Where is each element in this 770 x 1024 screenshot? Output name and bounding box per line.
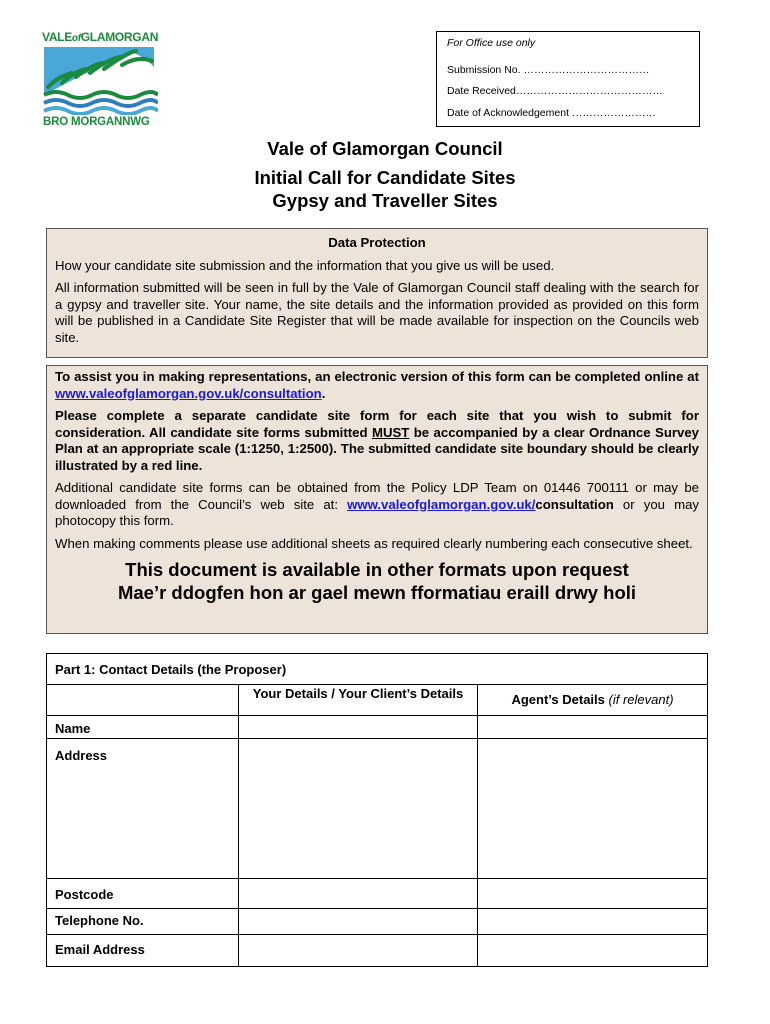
agent-address-field[interactable]	[478, 739, 707, 878]
logo-emblem-icon	[42, 45, 158, 115]
page-title: Vale of Glamorgan Council	[267, 138, 503, 159]
your-telephone-field[interactable]	[239, 909, 477, 934]
row-label-email: Email Address	[55, 942, 145, 957]
logo-bottom-text: BRO MORGANNWG	[43, 116, 150, 128]
your-name-field[interactable]	[239, 716, 477, 738]
agent-name-field[interactable]	[478, 716, 707, 738]
your-postcode-field[interactable]	[239, 879, 477, 908]
agent-telephone-field[interactable]	[478, 909, 707, 934]
agent-email-field[interactable]	[478, 935, 707, 966]
consultation-link[interactable]: www.valeofglamorgan.gov.uk/consultation	[55, 385, 322, 401]
page-subtitle-2: Gypsy and Traveller Sites	[272, 190, 498, 211]
assist-para-3: Additional candidate site forms can be obtained from the Policy LDP Team on 01446 700111 or may be downloaded from the Council’s web site at: www.valeofglamorgan.gov.uk/consultation or you may photocopy this form.	[55, 480, 699, 528]
data-protection-para-1: How your candidate site submission and the information that you give us will be used.	[55, 257, 555, 273]
page-subtitle-1: Initial Call for Candidate Sites	[254, 167, 516, 188]
date-received: Date Received……………………………………	[447, 85, 663, 97]
data-protection-para-2: All information submitted will be seen in full by the Vale of Glamorgan Council staff dealing with the search for a gypsy and traveller site. Your name, the site details and the information provided as provided on this form will be published in a Candidate Site Register that will be made available for inspection on the Councils web site.	[55, 280, 699, 345]
formats-notice-english: This document is available in other formats upon request	[125, 559, 629, 580]
website-link[interactable]: www.valeofglamorgan.gov.uk/	[347, 496, 536, 512]
data-protection-box	[46, 228, 708, 358]
assist-para-1: To assist you in making representations, an electronic version of this form can be completed online at www.valeofglamorgan.gov.uk/consultation.	[55, 369, 699, 401]
office-use-box	[436, 31, 700, 127]
data-protection-heading: Data Protection	[328, 235, 426, 250]
assist-para-2: Please complete a separate candidate site form for each site that you wish to submit for consideration. All candidate site forms submitted MUST be accompanied by a clear Ordnance Survey Plan at an appropriate scale (1:1250, 1:2500). The submitted candidate site boundary should be clearly illustrated by a red line.	[55, 408, 700, 473]
date-of-acknowledgement: Date of Acknowledgement ……………………	[447, 107, 656, 119]
your-address-field[interactable]	[239, 739, 477, 878]
row-label-address: Address	[55, 748, 108, 763]
formats-notice-welsh: Mae’r ddogfen hon ar gael mewn fformatiau eraill drwy holi	[117, 582, 637, 603]
submission-number: Submission No. ………………………………	[447, 64, 650, 76]
assist-para-4: When making comments please use additional sheets as required clearly numbering each consecutive sheet.	[55, 535, 693, 551]
row-label-name: Name	[55, 721, 91, 736]
your-email-field[interactable]	[239, 935, 477, 966]
contact-details-table	[46, 653, 708, 967]
row-label-postcode: Postcode	[55, 887, 114, 902]
council-logo	[42, 30, 160, 130]
logo-top-text: VALEofGLAMORGAN	[42, 30, 159, 44]
col-header-your-details: Your Details / Your Client’s Details	[252, 686, 464, 701]
row-label-telephone: Telephone No.	[55, 913, 144, 928]
assist-box	[46, 365, 708, 634]
col-header-agent-details: Agent’s Details (if relevant)	[511, 692, 674, 707]
agent-postcode-field[interactable]	[478, 879, 707, 908]
office-heading: For Office use only	[447, 37, 536, 49]
table-header: Part 1: Contact Details (the Proposer)	[55, 662, 287, 677]
